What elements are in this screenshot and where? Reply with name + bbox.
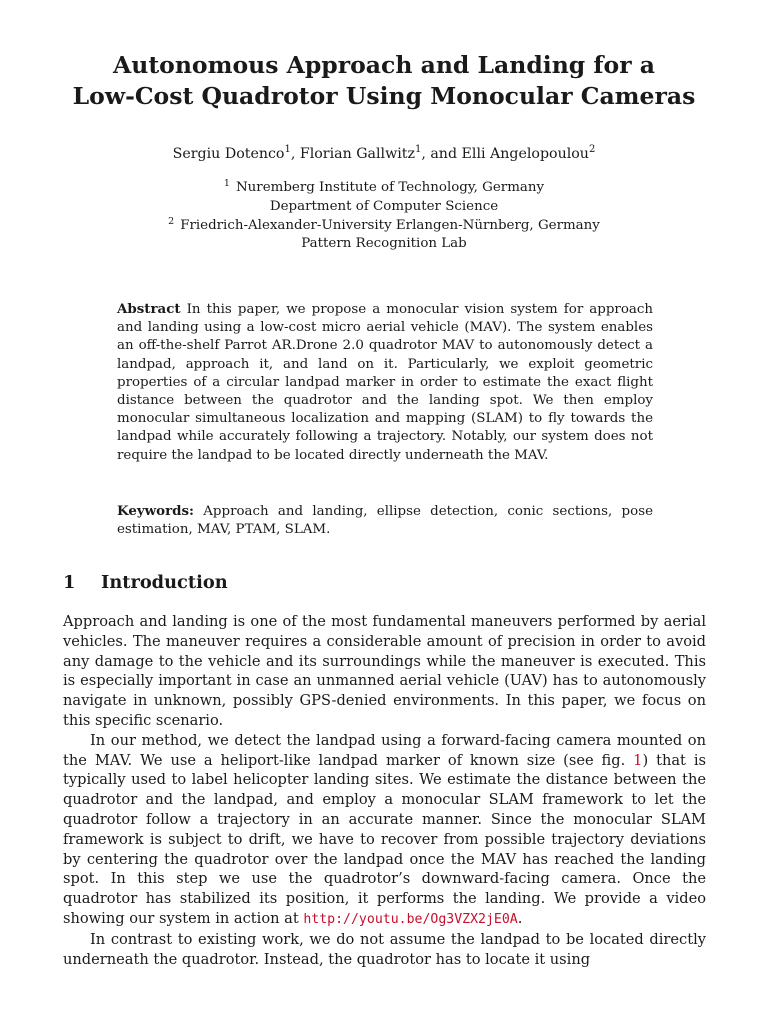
paragraph xyxy=(63,731,706,930)
affiliation-mark: 2 xyxy=(588,144,596,155)
author-separator: , xyxy=(290,146,300,162)
author-name: Elli Angelopoulou xyxy=(461,146,589,162)
author-list xyxy=(40,144,728,164)
paragraph-text: ) that is typically used to label helicopter landing sites. We estimate the distance between the quadrotor and the landpad, and employ a monocular SLAM framework to let the quadrotor follow a trajectory in an accurate manner. Since the monocular SLAM framework is subject to drift, we have to recover from possible trajectory deviations by centering the quadrotor over the landpad once the MAV has reached the landing spot. In this step we use the quadrotor’s downward-facing camera. Once the quadrotor has stabilized its position, it performs the landing. We provide a video showing our system in action at xyxy=(63,751,706,927)
affiliation-line: Pattern Recognition Lab xyxy=(301,236,467,252)
section-title: Introduction xyxy=(101,572,228,593)
section-body xyxy=(63,612,706,969)
author-name: Sergiu Dotenco xyxy=(172,146,285,162)
paper-title xyxy=(40,50,728,112)
section-number: 1 xyxy=(63,572,76,593)
abstract-label: Abstract xyxy=(117,301,181,317)
keywords-label: Keywords: xyxy=(117,503,195,519)
affiliation-2 xyxy=(40,217,728,236)
affiliation-line: Nuremberg Institute of Technology, Germany xyxy=(235,180,545,195)
title-line-1: Autonomous Approach and Landing for a xyxy=(113,51,655,79)
paragraph-text: . xyxy=(517,909,523,927)
author-separator: , and xyxy=(421,146,462,162)
affiliations xyxy=(40,179,728,254)
affiliation-mark: 1 xyxy=(223,178,230,189)
affiliation-line: Friedrich-Alexander-University Erlangen-Nürnberg, Germany xyxy=(180,217,600,233)
keywords-text: Approach and landing, ellipse detection, conic sections, pose estimation, MAV, PTAM, SLAM. xyxy=(117,504,653,538)
paragraph: Approach and landing is one of the most fundamental maneuvers performed by aerial vehicles. The maneuver requires a considerable amount of precision in order to avoid any damage to the vehicle and its surroundings while the maneuver is executed. This is especially important in case an unmanned aerial vehicle (UAV) has to autonomously navigate in unknown, possibly GPS-denied environments. In this paper, we focus on this specific scenario. xyxy=(63,613,706,729)
paragraph: In contrast to existing work, we do not assume the landpad to be located directly underneath the quadrotor. Instead, the quadrotor has to locate it using xyxy=(63,930,706,968)
section-heading-introduction xyxy=(63,571,228,595)
figure-reference-link[interactable]: 1 xyxy=(633,751,643,769)
abstract-text: In this paper, we propose a monocular vision system for approach and landing using a low-cost micro aerial vehicle (MAV). The system enables an off-the-shelf Parrot AR.Drone 2.0 quadrotor MAV to autonomously detect a landpad, approach it, and land on it. Particularly, we exploit geometric properties of a circular landpad marker in order to estimate the exact flight distance between the quadrotor and the landing spot. We then employ monocular simultaneous localization and mapping (SLAM) to fly towards the landpad while accurately following a trajectory. Notably, our system does not require the landpad to be located directly underneath the MAV. xyxy=(117,302,653,463)
keywords xyxy=(117,502,653,539)
affiliation-1 xyxy=(40,179,728,198)
title-line-2: Low-Cost Quadrotor Using Monocular Cameras xyxy=(72,82,696,110)
paragraph-text: In our method, we detect the landpad using a forward-facing camera mounted on the MAV. We use a heliport-like landpad marker of known size (see fig. xyxy=(63,731,706,769)
affiliation-mark: 1 xyxy=(414,144,422,155)
affiliation-line: Department of Computer Science xyxy=(269,198,499,214)
video-url-link[interactable]: http://youtu.be/Og3VZX2jE0A xyxy=(303,911,518,927)
affiliation-mark: 1 xyxy=(284,144,291,155)
author-name: Florian Gallwitz xyxy=(299,146,415,162)
affiliation-mark: 2 xyxy=(168,215,175,227)
abstract xyxy=(117,300,653,465)
